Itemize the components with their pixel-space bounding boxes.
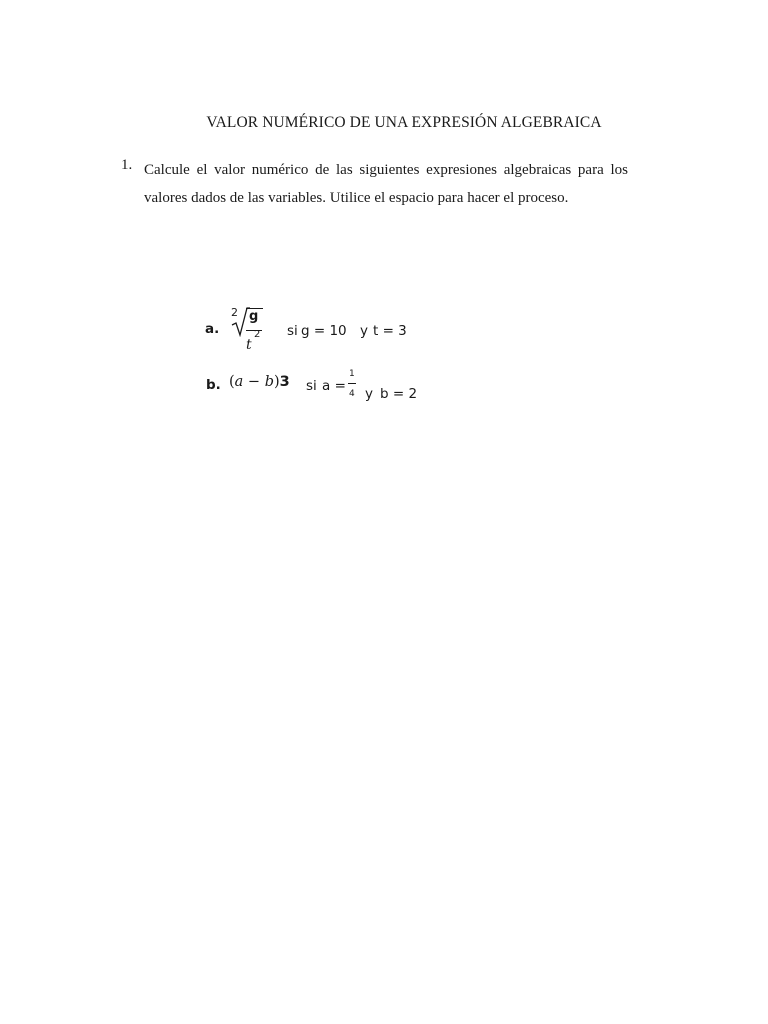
expr-power: 3 xyxy=(279,374,290,390)
exponent: 2 xyxy=(254,329,261,340)
expr-var-b: b xyxy=(264,374,274,390)
exercise-a-label: a. xyxy=(205,321,220,337)
fraction-denominator: 4 xyxy=(349,389,355,399)
expr-minus: − xyxy=(243,374,265,390)
condition-si: si xyxy=(306,378,317,394)
list-item-number: 1. xyxy=(121,157,133,173)
fraction-denominator: t xyxy=(246,337,252,353)
expr-open-paren: ( xyxy=(229,374,235,390)
expr-var-a: a xyxy=(234,374,244,390)
condition-si: si xyxy=(287,323,298,339)
expr-close-paren: ) xyxy=(274,374,280,390)
condition-t: t = 3 xyxy=(373,323,407,339)
condition-b: b = 2 xyxy=(380,386,418,402)
condition-y: y xyxy=(365,386,373,402)
fraction-bar xyxy=(348,383,356,384)
condition-g: g = 10 xyxy=(301,323,347,339)
page-title: VALOR NUMÉRICO DE UNA EXPRESIÓN ALGEBRAICA xyxy=(206,114,602,131)
root-index: 2 xyxy=(231,306,238,319)
exercise-b-label: b. xyxy=(206,377,221,393)
expression-b xyxy=(229,374,290,390)
radical-sign-icon xyxy=(230,307,250,337)
condition-a: a = xyxy=(322,378,346,394)
fraction-numerator: 1 xyxy=(349,369,355,379)
list-item-text: Calcule el valor numérico de las siguientes expresiones algebraicas para los valores dados de las variables. Utilice el espacio para hacer el proceso. xyxy=(144,162,628,206)
condition-y: y xyxy=(360,323,368,339)
fraction-numerator: g xyxy=(249,309,259,324)
